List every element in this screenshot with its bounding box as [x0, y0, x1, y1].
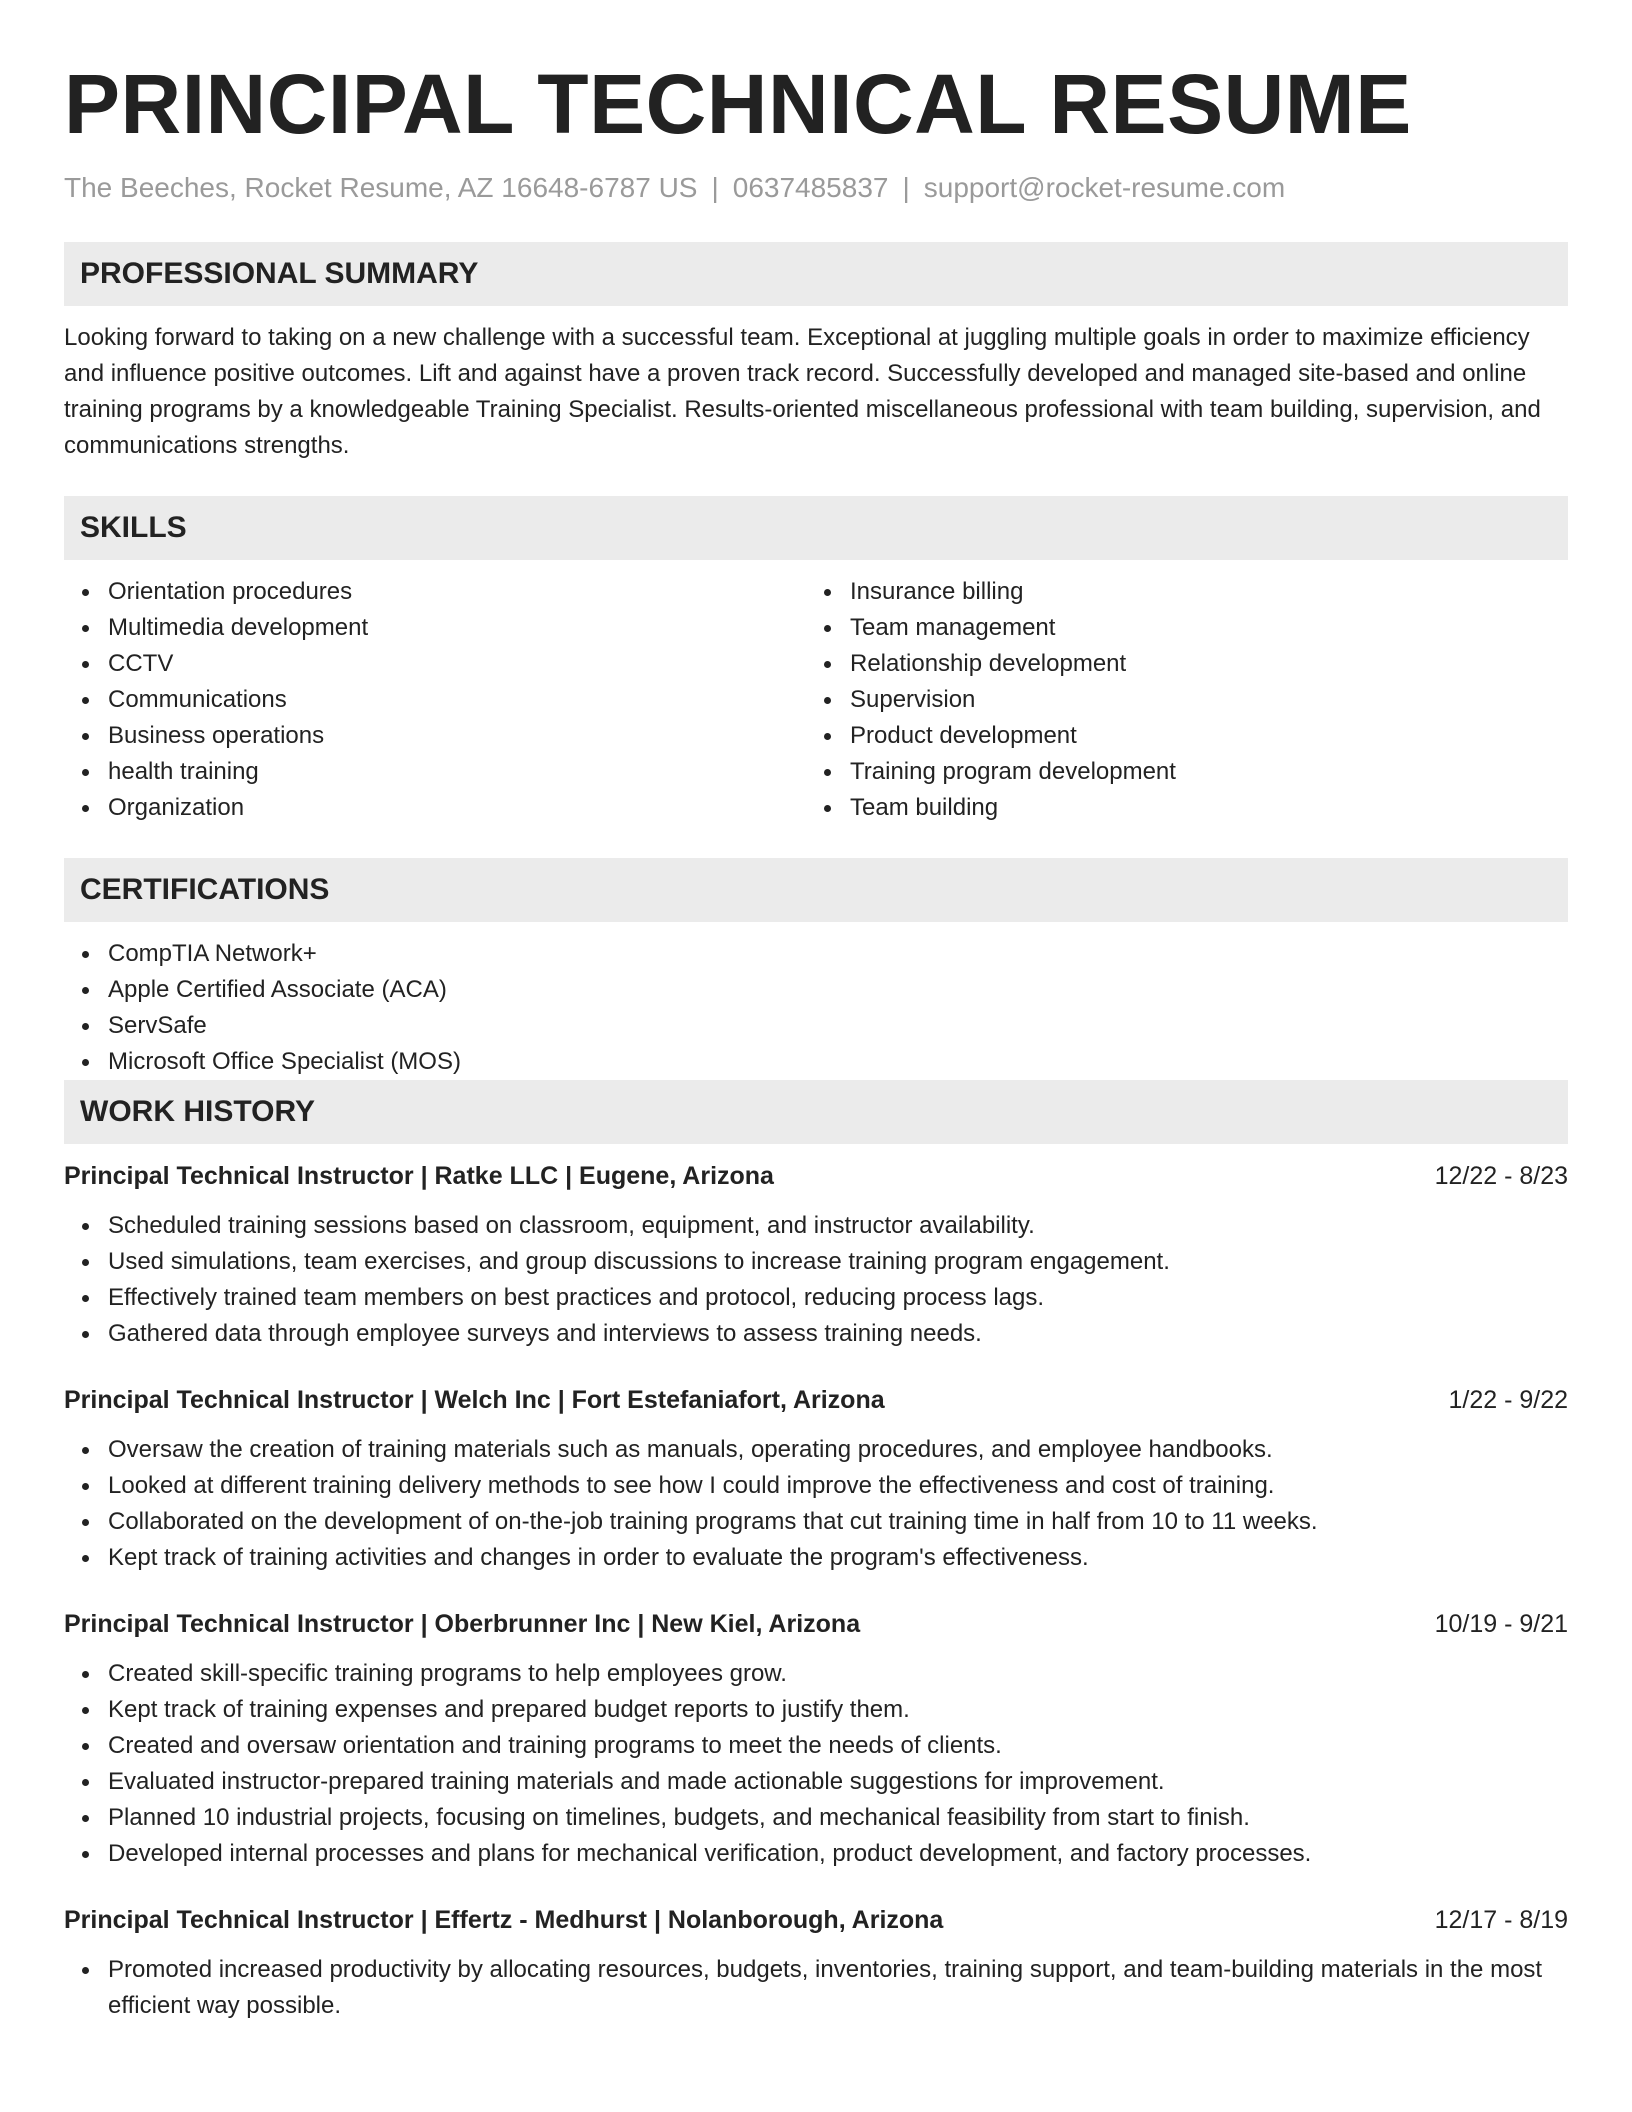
job-bullet: Oversaw the creation of training materials such as manuals, operating procedures, and employee handbooks.	[64, 1432, 1568, 1468]
job-dates: 1/22 - 9/22	[1448, 1386, 1568, 1414]
skill-item: Training program development	[806, 754, 1548, 790]
skill-item: Business operations	[64, 718, 806, 754]
job-bullets	[64, 1656, 1568, 1872]
summary-section	[64, 242, 1568, 464]
job-entry	[64, 1158, 1568, 1352]
summary-text: Looking forward to taking on a new challenge with a successful team. Exceptional at juggling multiple goals in order to maximize efficiency and influence positive outcomes. Lift and against have a proven track record. Successfully developed and managed site-based and online training programs by a knowledgeable Training Specialist. Results-oriented miscellaneous professional with team building, supervision, and communications strengths.	[64, 324, 1541, 459]
certification-item: Apple Certified Associate (ACA)	[64, 972, 1568, 1008]
summary-heading: PROFESSIONAL SUMMARY	[64, 242, 1568, 306]
contact-email: support@rocket-resume.com	[923, 172, 1286, 203]
job-header	[64, 1902, 1568, 1938]
skill-item: Relationship development	[806, 646, 1548, 682]
skill-item: Orientation procedures	[64, 574, 806, 610]
skills-heading: SKILLS	[64, 496, 1568, 560]
job-dates: 10/19 - 9/21	[1434, 1610, 1568, 1638]
contact-separator: |	[902, 172, 910, 203]
resume-title: PRINCIPAL TECHNICAL RESUME	[64, 57, 1412, 151]
job-bullet: Evaluated instructor-prepared training materials and made actionable suggestions for improvement.	[64, 1764, 1568, 1800]
job-bullet: Kept track of training activities and changes in order to evaluate the program's effectiveness.	[64, 1540, 1568, 1576]
job-bullet: Effectively trained team members on best practices and protocol, reducing process lags.	[64, 1280, 1568, 1316]
skills-list-right	[806, 574, 1548, 826]
job-bullet: Scheduled training sessions based on classroom, equipment, and instructor availability.	[64, 1208, 1568, 1244]
work-history-section	[64, 1080, 1568, 2024]
skill-item: Supervision	[806, 682, 1548, 718]
skill-item: Multimedia development	[64, 610, 806, 646]
skills-list-left	[64, 574, 806, 826]
job-bullet: Gathered data through employee surveys and interviews to assess training needs.	[64, 1316, 1568, 1352]
job-bullets	[64, 1432, 1568, 1576]
job-dates: 12/22 - 8/23	[1434, 1162, 1568, 1190]
contact-address: The Beeches, Rocket Resume, AZ 16648-6787 US	[64, 172, 698, 203]
job-bullets	[64, 1952, 1568, 2024]
skill-item: CCTV	[64, 646, 806, 682]
certifications-heading: CERTIFICATIONS	[64, 858, 1568, 922]
skill-item: Insurance billing	[806, 574, 1548, 610]
work-history-heading: WORK HISTORY	[64, 1080, 1568, 1144]
skill-item: Team building	[806, 790, 1548, 826]
job-bullet: Developed internal processes and plans for mechanical verification, product development, and factory processes.	[64, 1836, 1568, 1872]
job-header	[64, 1606, 1568, 1642]
certification-item: CompTIA Network+	[64, 936, 1568, 972]
certifications-section	[64, 858, 1568, 1080]
job-title: Principal Technical Instructor | Effertz - Medhurst | Nolanborough, Arizona	[64, 1906, 944, 1934]
job-bullet: Created and oversaw orientation and training programs to meet the needs of clients.	[64, 1728, 1568, 1764]
job-bullets	[64, 1208, 1568, 1352]
job-bullet: Collaborated on the development of on-the-job training programs that cut training time in half from 10 to 11 weeks.	[64, 1504, 1568, 1540]
skill-item: Team management	[806, 610, 1548, 646]
job-entry	[64, 1606, 1568, 1872]
contact-phone: 0637485837	[732, 172, 889, 203]
certification-item: ServSafe	[64, 1008, 1568, 1044]
skill-item: Organization	[64, 790, 806, 826]
job-header	[64, 1382, 1568, 1418]
skills-grid	[64, 574, 1568, 826]
certifications-list	[64, 936, 1568, 1080]
job-entry	[64, 1382, 1568, 1576]
job-bullet: Planned 10 industrial projects, focusing on timelines, budgets, and mechanical feasibility from start to finish.	[64, 1800, 1568, 1836]
job-title: Principal Technical Instructor | Welch Inc | Fort Estefaniafort, Arizona	[64, 1386, 885, 1414]
job-dates: 12/17 - 8/19	[1434, 1906, 1568, 1934]
skill-item: health training	[64, 754, 806, 790]
job-bullet: Promoted increased productivity by allocating resources, budgets, inventories, training support, and team-building materials in the most efficient way possible.	[64, 1952, 1568, 2024]
skills-section	[64, 496, 1568, 826]
job-bullet: Looked at different training delivery methods to see how I could improve the effectiveness and cost of training.	[64, 1468, 1568, 1504]
skill-item: Product development	[806, 718, 1548, 754]
job-bullet: Used simulations, team exercises, and group discussions to increase training program engagement.	[64, 1244, 1568, 1280]
job-bullet: Created skill-specific training programs to help employees grow.	[64, 1656, 1568, 1692]
job-header	[64, 1158, 1568, 1194]
contact-separator: |	[711, 172, 719, 203]
skill-item: Communications	[64, 682, 806, 718]
contact-line	[64, 170, 1568, 206]
job-title: Principal Technical Instructor | Oberbrunner Inc | New Kiel, Arizona	[64, 1610, 861, 1638]
job-entry	[64, 1902, 1568, 2024]
job-title: Principal Technical Instructor | Ratke LLC | Eugene, Arizona	[64, 1162, 774, 1190]
job-bullet: Kept track of training expenses and prepared budget reports to justify them.	[64, 1692, 1568, 1728]
certification-item: Microsoft Office Specialist (MOS)	[64, 1044, 1568, 1080]
